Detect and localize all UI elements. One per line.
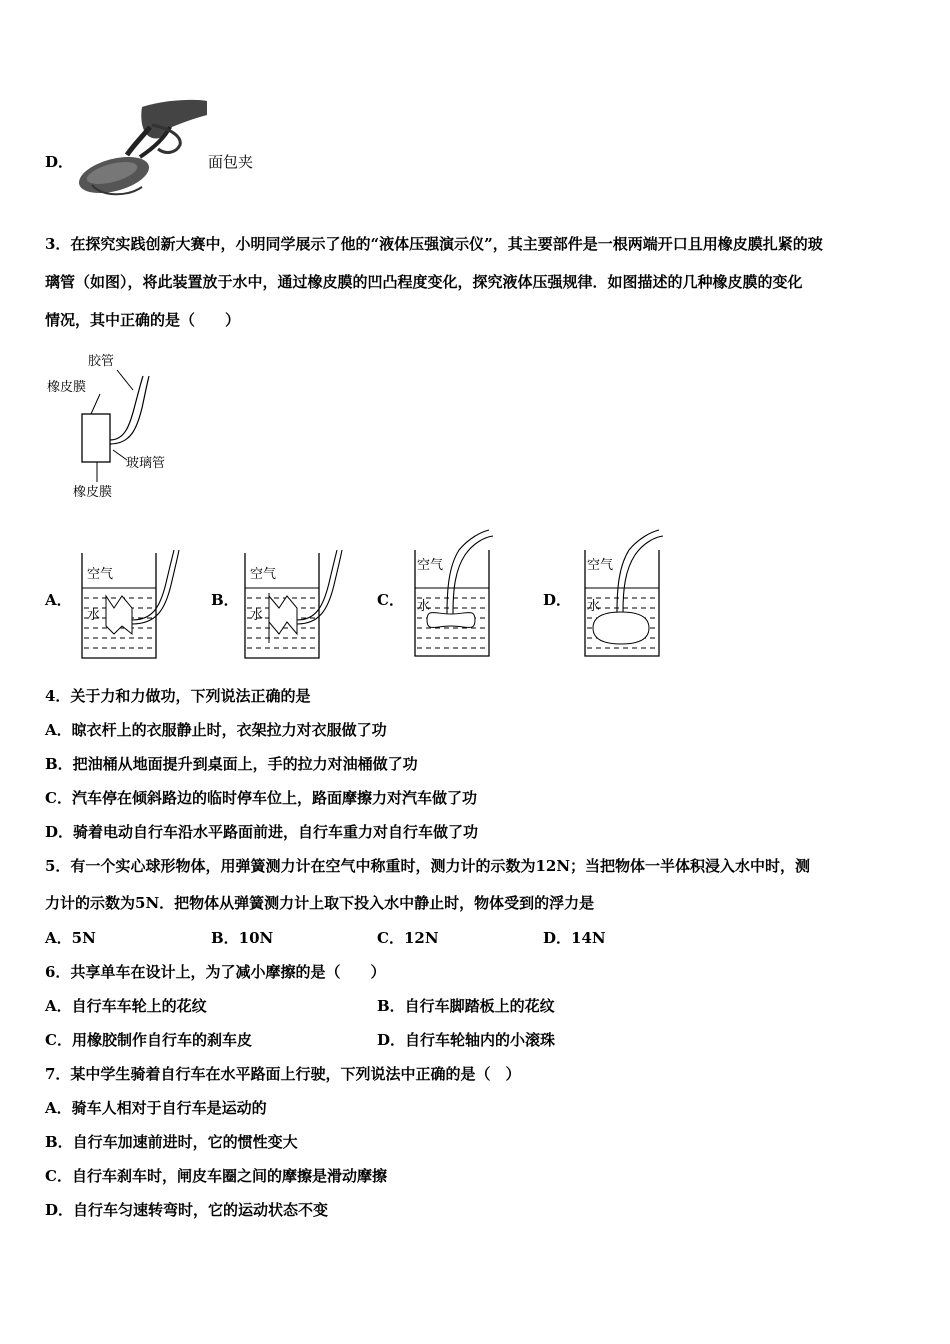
q3-option-a-letter: A． [45, 591, 72, 609]
fig-a-water-label: 水 [87, 608, 101, 623]
q4-stem: 4．关于力和力做功，下列说法正确的是 [45, 687, 311, 705]
q4-option-b: B．把油桶从地面提升到桌面上，手的拉力对油桶做了功 [45, 755, 418, 773]
q5-option-d: D．14N [543, 929, 606, 947]
fig-b-water-label: 水 [250, 608, 264, 623]
label-membrane-top: 橡皮膜 [47, 380, 87, 395]
q5-stem-line1: 5．有一个实心球形物体，用弹簧测力计在空气中称重时，测力计的示数为12N；当把物体一半体积浸入水中时，测 [45, 857, 811, 875]
q7-option-a: A．骑车人相对于自行车是运动的 [45, 1099, 267, 1117]
q7-stem: 7．某中学生骑着自行车在水平路面上行驶，下列说法中正确的是（ ） [45, 1065, 521, 1083]
q5-option-c: C．12N [377, 929, 439, 947]
fig-b-air-label: 空气 [250, 567, 277, 582]
option-d-letter: D． [45, 153, 74, 171]
beaker-figure-c [413, 528, 513, 663]
q6-option-a: A．自行车车轮上的花纹 [45, 997, 207, 1015]
q3-option-c-letter: C． [377, 591, 404, 609]
q3-stem-line1: 3．在探究实践创新大赛中，小明同学展示了他的“液体压强演示仪”，其主要部件是一根两端开口且用橡皮膜扎紧的玻 [45, 235, 823, 253]
q7-option-d: D．自行车匀速转弯时，它的运动状态不变 [45, 1201, 329, 1219]
fig-a-air-label: 空气 [87, 567, 114, 582]
q7-option-b: B．自行车加速前进时，它的惯性变大 [45, 1133, 298, 1151]
q7-option-c: C．自行车刹车时，闸皮车圈之间的摩擦是滑动摩擦 [45, 1167, 387, 1185]
q6-option-d: D．自行车轮轴内的小滚珠 [377, 1031, 556, 1049]
option-d-text: 面包夹 [208, 153, 254, 171]
fig-d-air-label: 空气 [587, 558, 614, 573]
beaker-figure-a [80, 548, 190, 663]
q3-option-d-letter: D． [543, 591, 572, 609]
label-membrane-bottom: 橡皮膜 [73, 485, 113, 500]
bread-clip-hand-icon [72, 97, 212, 207]
q6-option-b: B．自行车脚踏板上的花纹 [377, 997, 555, 1015]
glass-tube-body [82, 414, 110, 462]
hose-line-1 [110, 376, 143, 440]
q3-stem-line2: 璃管（如图），将此装置放于水中，通过橡皮膜的凹凸程度变化，探究液体压强规律．如图描述的几种橡皮膜的变化 [45, 273, 803, 291]
q5-option-b: B．10N [211, 929, 274, 947]
q3-stem-line3: 情况，其中正确的是（ ） [45, 311, 241, 329]
fig-c-air-label: 空气 [417, 558, 444, 573]
fig-d-water-label: 水 [587, 599, 601, 614]
q4-option-d: D．骑着电动自行车沿水平路面前进，自行车重力对自行车做了功 [45, 823, 479, 841]
q4-option-a: A．晾衣杆上的衣服静止时，衣架拉力对衣服做了功 [45, 721, 387, 739]
q3-option-b-letter: B． [211, 591, 239, 609]
q5-stem-line2: 力计的示数为5N．把物体从弹簧测力计上取下投入水中静止时，物体受到的浮力是 [45, 894, 595, 912]
beaker-figure-b [243, 548, 353, 663]
q6-stem: 6．共享单车在设计上，为了减小摩擦的是（ ） [45, 963, 386, 981]
q6-option-c: C．用橡胶制作自行车的刹车皮 [45, 1031, 252, 1049]
label-glass-tube: 玻璃管 [126, 456, 166, 471]
device-diagram [45, 350, 205, 500]
q4-option-c: C．汽车停在倾斜路边的临时停车位上，路面摩擦力对汽车做了功 [45, 789, 477, 807]
q5-option-a: A．5N [45, 929, 96, 947]
beaker-figure-d [583, 528, 683, 663]
fig-c-water-label: 水 [417, 599, 431, 614]
label-hose: 胶管 [88, 354, 115, 369]
